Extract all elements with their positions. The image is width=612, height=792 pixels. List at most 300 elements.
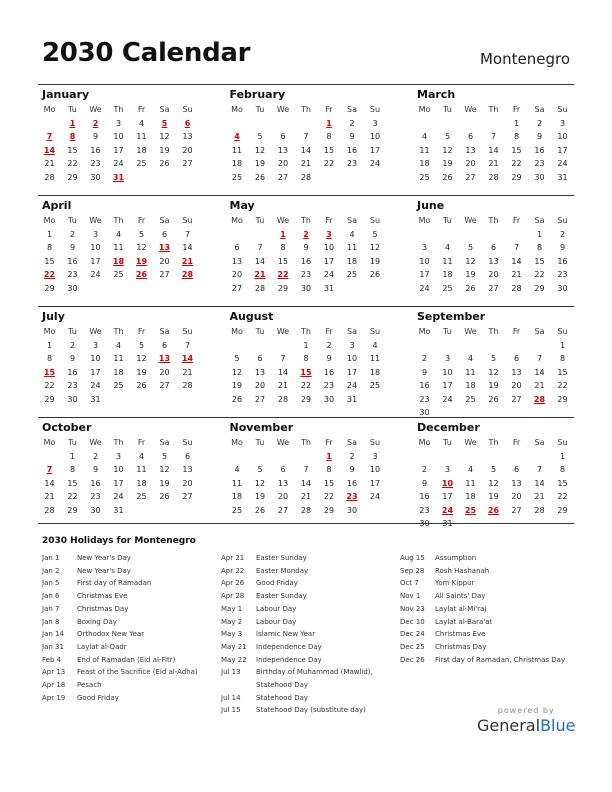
month-name: August [229,310,274,323]
day: 19 [465,270,476,279]
weekday-header: We [464,216,477,225]
holiday-item [42,679,221,692]
holiday-item [221,628,400,641]
holiday-name: New Year's Day [77,566,131,575]
day: 10 [90,354,101,363]
holiday-date: Nov 1 [400,592,421,601]
day: 13 [277,478,289,488]
day: 25 [231,505,243,515]
weekday-header: We [89,327,102,336]
holiday-day: 1 [326,451,332,461]
day: 13 [277,145,289,155]
day: 18 [369,367,381,377]
empty-day [226,117,249,131]
holiday-date: Jan 1 [42,554,60,562]
day: 15 [534,256,545,266]
day: 22 [67,492,78,501]
day: 26 [254,505,266,515]
weekday-header: We [464,327,477,336]
day: 12 [488,478,499,488]
holiday-name: Christmas Eve [435,630,486,639]
holiday-item [42,628,221,641]
weekday-header: Su [557,105,568,114]
weekday-header: Tu [68,438,77,447]
day: 13 [511,478,522,488]
day: 26 [159,159,170,168]
weekday-header: We [464,438,477,447]
powered-by-text: powered by [497,706,555,715]
day: 23 [90,492,101,501]
day: 1 [69,451,76,461]
day: 17 [369,145,381,155]
day: 16 [300,256,312,266]
holiday-name: End of Ramadan (Eid al-Fitr) [77,655,176,664]
day: 22 [300,381,312,390]
day-grid [413,325,574,420]
day: 24 [90,381,101,390]
day: 7 [513,243,520,252]
day: 21 [488,159,499,168]
holiday-name: Good Friday [256,579,298,588]
weekday-header: Tu [255,105,265,114]
holiday-item [42,654,221,667]
day: 5 [257,465,263,474]
empty-day [413,339,436,353]
day: 24 [113,159,124,168]
holiday-name: Labour Day [256,617,297,626]
day: 18 [231,492,243,501]
day: 27 [182,492,193,501]
day: 13 [465,145,476,155]
empty-day [38,117,61,131]
day: 5 [234,354,240,363]
day: 24 [419,283,430,293]
day: 23 [534,159,545,168]
day: 18 [231,159,243,168]
day: 7 [280,354,286,363]
weekday-header: Mo [43,216,56,225]
day: 26 [231,394,243,404]
holiday-name: Independence Day [256,642,322,651]
weekday-header: Sa [347,327,357,336]
day: 1 [559,340,566,350]
day: 8 [46,243,53,252]
holiday-date: Apr 28 [221,592,245,601]
day: 24 [346,381,358,390]
day: 25 [465,394,476,404]
day: 10 [323,243,335,252]
holiday-item [400,603,579,616]
holiday-day: 26 [487,505,500,515]
month-december [413,418,574,528]
holiday-day: 26 [135,270,148,279]
day-grid [226,214,387,295]
day: 26 [465,283,476,293]
holiday-day: 14 [181,354,194,363]
day: 12 [254,145,266,155]
month-september [413,307,574,417]
empty-day [413,117,436,131]
day: 19 [159,145,170,155]
holiday-name: Assumption [435,554,477,562]
day: 1 [513,118,520,128]
day: 17 [557,145,568,155]
month-january [38,85,199,195]
day: 10 [369,132,381,141]
holiday-day: 25 [464,505,477,515]
holiday-column [42,552,221,717]
weekday-header: Tu [255,438,265,447]
day: 14 [300,478,312,488]
weekday-header: Tu [443,327,452,336]
empty-day [272,117,295,131]
holiday-date: May 1 [221,604,243,613]
holiday-item [42,565,221,578]
day: 6 [467,132,474,141]
day: 3 [92,229,99,239]
weekday-header: Mo [418,438,431,447]
holiday-day: 5 [161,118,168,128]
empty-day [459,450,482,464]
holiday-name: Easter Sunday [256,592,307,601]
holiday-date: Dec 10 [400,617,425,626]
holiday-date: Apr 13 [42,668,66,677]
day: 7 [536,465,543,474]
day: 9 [69,243,76,252]
holiday-date: Jul 13 [221,668,241,677]
holiday-name: Easter Sunday [256,554,307,562]
day: 3 [92,340,99,350]
day: 23 [419,505,430,515]
day: 20 [231,270,243,279]
holiday-date: May 22 [221,655,247,664]
month-july [38,307,199,417]
holiday-column [400,552,579,717]
holiday-item [400,654,579,667]
day: 4 [234,465,240,474]
day: 28 [300,172,312,182]
day: 15 [323,478,335,488]
day-grid [38,214,199,295]
day: 25 [442,283,453,293]
weekday-header: Th [301,327,311,336]
weekday-header: Mo [418,327,431,336]
empty-day [459,117,482,131]
day: 6 [257,354,263,363]
day: 8 [280,243,286,252]
day: 2 [421,354,428,363]
holiday-name: New Year's Day [77,554,131,562]
day: 12 [465,256,476,266]
empty-day [436,450,459,464]
weekday-header: Sa [534,438,545,447]
day: 8 [513,132,520,141]
month-name: January [42,88,90,101]
day: 30 [90,505,101,515]
weekday-header: Mo [418,216,431,225]
day: 16 [419,492,430,501]
day: 7 [536,354,543,363]
holiday-name: First day of Ramadan, Christmas Day [435,655,566,664]
day: 23 [557,270,568,279]
holiday-item [400,565,579,578]
weekday-header: Mo [43,327,56,336]
holiday-item [221,616,400,629]
holiday-item [221,577,400,590]
holiday-date: Jan 2 [42,566,60,575]
day: 22 [67,159,78,168]
day: 15 [557,367,568,377]
day: 29 [557,394,568,404]
holiday-item [400,577,579,590]
holiday-name: Feast of the Sacrifice (Eid al-Adha) [77,668,198,677]
holiday-day: 21 [181,256,194,266]
country-name: Montenegro [479,50,570,68]
day: 19 [488,381,499,390]
day: 1 [46,340,53,350]
empty-day [226,228,249,242]
empty-day [249,117,272,131]
day: 7 [303,132,309,141]
day: 24 [557,159,568,168]
day: 31 [113,505,124,515]
day: 29 [323,505,335,515]
day: 29 [557,505,568,515]
day: 14 [511,256,522,266]
weekday-header: Th [301,438,311,447]
day: 21 [44,159,55,168]
holiday-name: First day of Ramadan [77,579,152,588]
holiday-item [221,654,400,667]
month-name: December [417,421,480,434]
day: 2 [349,451,355,461]
month-name: April [42,199,72,212]
day: 19 [231,381,243,390]
brand-name-general: General [477,716,541,735]
weekday-header: Tu [443,216,452,225]
empty-day [413,450,436,464]
empty-day [528,339,551,353]
holiday-day: 7 [46,132,53,141]
day: 18 [442,270,453,279]
day: 20 [277,492,289,501]
day: 13 [254,367,266,377]
holiday-item [42,616,221,629]
day: 11 [369,354,381,363]
day: 11 [231,478,243,488]
day-grid [226,325,387,406]
holiday-name: Pesach [77,681,102,690]
holiday-date: Jan 7 [42,604,60,613]
day: 30 [67,394,78,404]
weekday-header: Mo [231,216,243,225]
day: 18 [113,367,124,377]
month-june [413,196,574,306]
day: 9 [349,132,355,141]
day: 4 [444,243,451,252]
day: 14 [254,256,266,266]
day: 22 [323,159,335,168]
weekday-header: Su [557,216,568,225]
day: 29 [44,394,55,404]
day: 31 [346,394,358,404]
weekday-header: Th [113,438,124,447]
empty-day [482,339,505,353]
day: 5 [161,451,168,461]
day: 20 [182,478,193,488]
month-november [226,418,387,528]
holiday-name: Christmas Day [435,642,487,651]
holiday-date: Dec 26 [400,655,425,664]
holiday-date: May 2 [221,617,243,626]
holiday-day: 1 [326,118,332,128]
weekday-header: Su [182,438,193,447]
weekday-header: Fr [512,105,521,114]
holiday-date: Apr 26 [221,579,245,588]
day: 18 [136,145,147,155]
day: 28 [182,381,193,390]
empty-day [482,117,505,131]
day-grid [38,325,199,406]
holiday-date: Dec 25 [400,642,425,651]
day: 16 [323,367,335,377]
weekday-header: Fr [512,327,521,336]
weekday-header: Sa [347,438,357,447]
day: 24 [442,394,453,404]
day: 16 [90,478,101,488]
day: 6 [490,243,497,252]
weekday-header: Mo [231,438,243,447]
day: 11 [465,367,476,377]
day: 23 [90,159,101,168]
day: 27 [254,394,266,404]
day: 12 [488,367,499,377]
day: 2 [421,465,428,474]
holiday-item [42,692,221,705]
weekday-header: Sa [534,216,545,225]
day: 21 [300,159,312,168]
day: 16 [67,367,78,377]
month-name: March [417,88,456,101]
day: 4 [138,451,145,461]
day: 9 [559,243,566,252]
holiday-date: Oct 7 [400,579,419,588]
holiday-day: 22 [43,270,56,279]
day: 12 [442,145,453,155]
holiday-date: Apr 18 [42,681,66,690]
day: 12 [231,367,243,377]
day: 13 [488,256,499,266]
day: 22 [511,159,522,168]
empty-day [295,117,318,131]
day: 30 [90,172,101,182]
day: 17 [442,381,453,390]
day: 27 [277,172,289,182]
month-may [226,196,387,306]
holiday-item [221,590,400,603]
day: 27 [465,172,476,182]
day: 27 [159,270,170,279]
day: 6 [161,229,168,239]
empty-day [226,450,249,464]
day: 4 [349,229,355,239]
day: 18 [465,492,476,501]
day: 3 [115,451,122,461]
day: 21 [182,367,193,377]
day: 30 [419,519,430,528]
day: 27 [511,394,522,404]
holiday-day: 7 [46,465,53,474]
day: 11 [136,132,147,141]
day: 23 [67,270,78,279]
holiday-day: 14 [43,145,56,155]
weekday-header: Tu [68,327,77,336]
day: 15 [277,256,289,266]
holiday-name: Christmas Eve [77,592,128,601]
day: 31 [442,519,453,528]
empty-day [272,450,295,464]
day: 8 [46,354,53,363]
month-february [226,85,387,195]
day: 25 [136,492,147,501]
weekday-header: Fr [325,438,333,447]
holiday-date: Jan 14 [42,630,64,639]
day: 20 [254,381,266,390]
weekday-header: Fr [512,438,521,447]
weekday-header: Su [182,327,193,336]
day: 26 [254,172,266,182]
holiday-day: 18 [112,256,125,266]
day: 20 [488,270,499,279]
holiday-item [42,577,221,590]
day: 29 [67,505,78,515]
holiday-day: 19 [135,256,148,266]
weekday-header: Th [113,327,124,336]
day: 24 [113,492,124,501]
holiday-day: 2 [303,229,309,239]
holiday-item [400,590,579,603]
day: 28 [511,283,522,293]
month-name: February [229,88,286,101]
month-name: September [417,310,486,323]
brand-name [477,716,575,735]
empty-day [436,339,459,353]
day: 10 [346,354,358,363]
day: 28 [534,505,545,515]
day: 3 [444,465,451,474]
holiday-item [42,603,221,616]
day: 2 [92,451,99,461]
day: 19 [254,159,266,168]
holiday-day: 3 [326,229,332,239]
holiday-column [221,552,400,717]
day: 25 [231,172,243,182]
day: 11 [442,256,453,266]
day: 6 [161,340,168,350]
weekday-header: Fr [137,327,146,336]
holiday-day: 15 [300,367,312,377]
day: 11 [113,243,124,252]
day: 8 [303,354,309,363]
day: 21 [300,492,312,501]
day: 25 [369,381,381,390]
empty-day [459,228,482,242]
day: 18 [419,159,430,168]
holiday-item [42,552,221,565]
weekday-header: Fr [512,216,521,225]
weekday-header: Mo [418,105,431,114]
day: 5 [490,465,497,474]
